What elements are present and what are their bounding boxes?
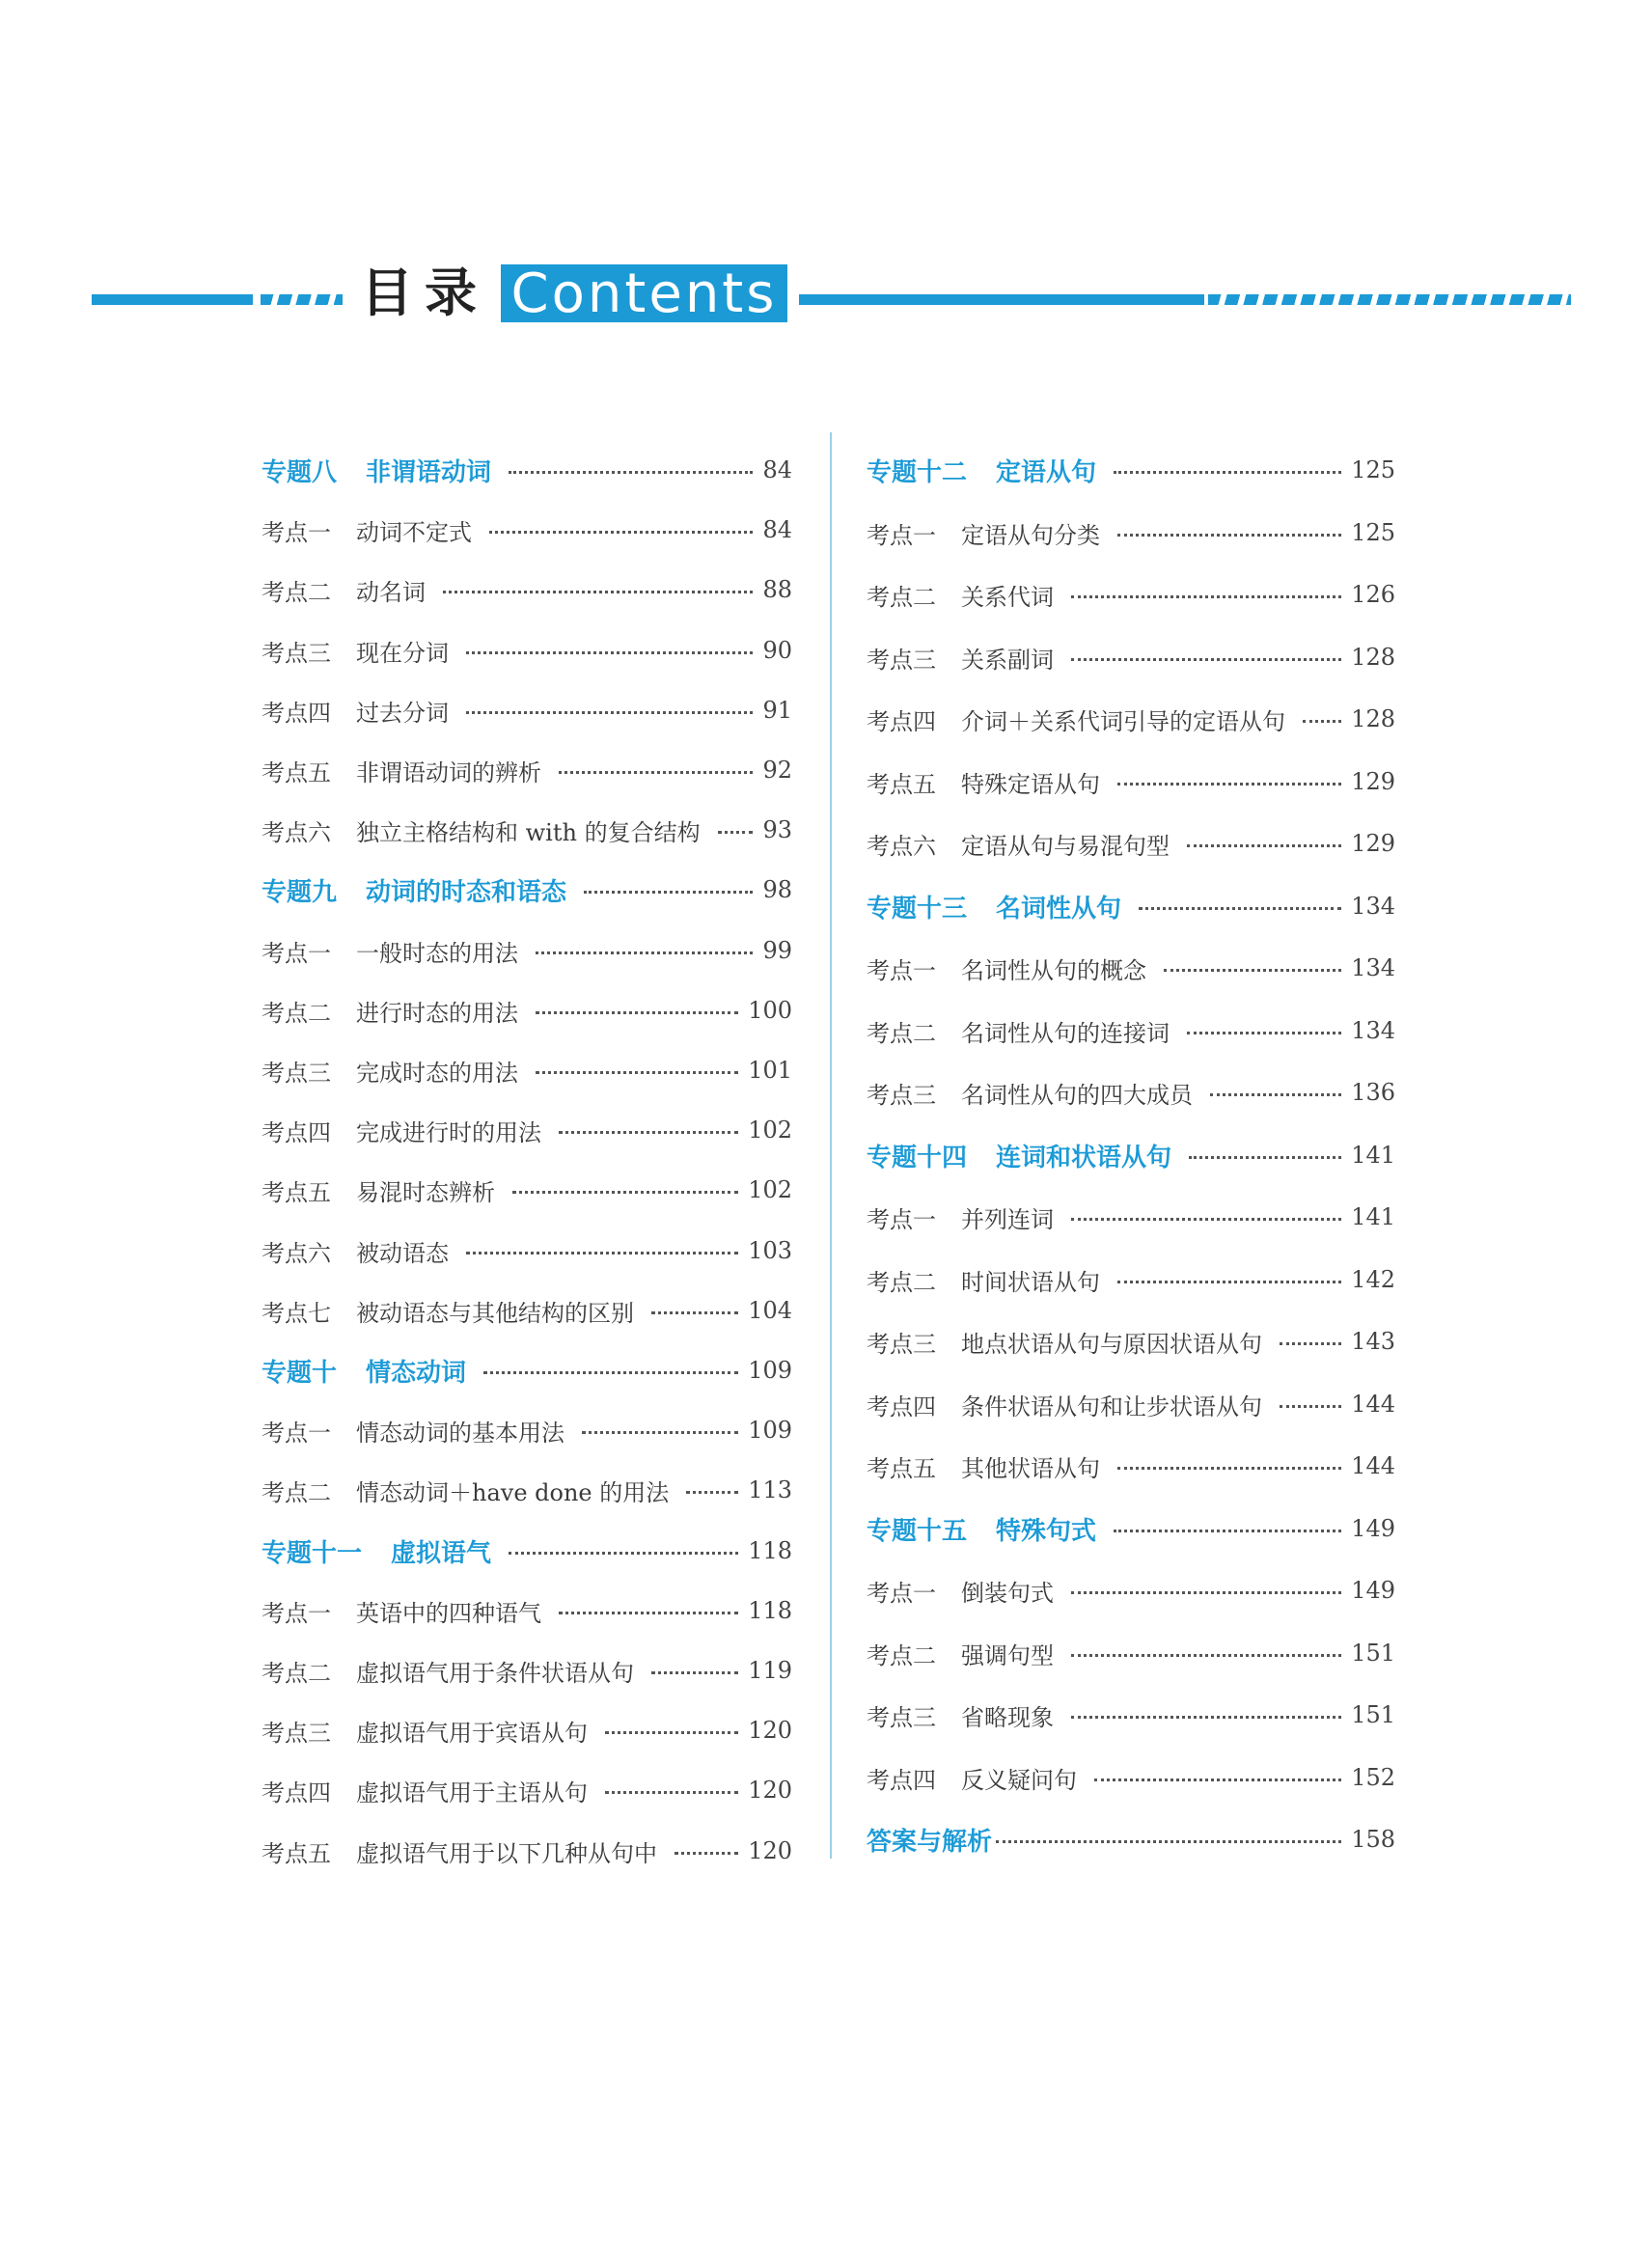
toc-topic-entry[interactable] <box>262 1534 792 1567</box>
page-number: 134 <box>1351 1017 1395 1044</box>
page-number: 151 <box>1351 1640 1395 1667</box>
dot-leader <box>536 1071 738 1074</box>
point-number: 考点五 <box>867 1454 936 1482</box>
point-title: 地点状语从句与原因状语从句 <box>961 1330 1262 1358</box>
entry-label <box>262 1834 665 1868</box>
dot-leader <box>1071 658 1341 661</box>
point-title: 动词不定式 <box>356 518 472 546</box>
page-number: 102 <box>748 1176 792 1203</box>
toc-point-entry[interactable] <box>867 1574 1395 1607</box>
page-number: 149 <box>1351 1577 1395 1604</box>
dot-leader <box>651 1671 738 1674</box>
entry-label <box>262 1714 595 1748</box>
toc-point-entry[interactable] <box>262 1234 792 1267</box>
point-title: 现在分词 <box>356 639 449 667</box>
point-number: 考点二 <box>262 999 331 1027</box>
dot-leader <box>1071 1654 1341 1657</box>
toc-point-entry[interactable] <box>262 1834 792 1867</box>
page-number: 100 <box>748 997 792 1024</box>
page-number: 151 <box>1351 1701 1395 1728</box>
toc-point-entry[interactable] <box>262 1114 792 1146</box>
dot-leader <box>512 1191 738 1194</box>
entry-label <box>262 1173 503 1207</box>
page-number: 102 <box>748 1117 792 1144</box>
entry-label <box>867 1511 1104 1547</box>
header-line-right <box>799 294 1204 305</box>
page-number: 129 <box>1351 830 1395 857</box>
entry-label <box>262 1353 474 1389</box>
topic-number: 专题十一 <box>262 1538 363 1568</box>
toc-point-entry[interactable] <box>262 1173 792 1206</box>
entry-label <box>867 827 1177 861</box>
page-number: 84 <box>762 516 792 543</box>
page-number: 99 <box>762 937 792 964</box>
point-number: 考点四 <box>262 1778 331 1806</box>
entry-label <box>262 754 549 787</box>
point-number: 考点三 <box>262 1719 331 1747</box>
point-title: 进行时态的用法 <box>356 999 518 1027</box>
entry-label <box>867 1574 1061 1608</box>
topic-number: 专题八 <box>262 457 338 487</box>
page-number: 104 <box>748 1297 792 1324</box>
entry-label <box>262 1414 572 1448</box>
entry-label <box>262 453 499 488</box>
toc-point-entry[interactable] <box>867 765 1395 798</box>
dot-leader <box>1071 1591 1341 1594</box>
point-number: 考点一 <box>867 956 936 984</box>
toc-point-entry[interactable] <box>262 573 792 606</box>
topic-title: 特殊句式 <box>996 1516 1097 1546</box>
point-number: 考点三 <box>262 639 331 667</box>
entry-label <box>867 1076 1200 1110</box>
page-number: 90 <box>762 637 792 664</box>
dot-leader <box>675 1852 738 1855</box>
toc-point-entry[interactable] <box>867 1761 1395 1794</box>
point-number: 考点一 <box>262 1599 331 1627</box>
point-number: 考点二 <box>867 1019 936 1047</box>
toc-topic-entry[interactable] <box>867 454 1395 486</box>
point-title: 介词＋关系代词引导的定语从句 <box>961 707 1285 735</box>
dot-leader <box>582 1431 738 1434</box>
point-number: 考点二 <box>262 1659 331 1687</box>
toc-point-entry[interactable] <box>867 1014 1395 1047</box>
point-title: 名词性从句的连接词 <box>961 1019 1170 1047</box>
dot-leader <box>584 891 753 894</box>
topic-number: 专题十四 <box>867 1143 968 1172</box>
page-number: 125 <box>1351 519 1395 546</box>
header-line-left <box>92 294 253 305</box>
point-number: 考点四 <box>262 1118 331 1146</box>
toc-point-entry[interactable] <box>867 827 1395 860</box>
dot-leader <box>605 1791 738 1794</box>
page-title-english: Contents <box>501 264 787 322</box>
entry-label <box>262 573 433 607</box>
page-number: 98 <box>762 876 792 903</box>
entry-label <box>867 1637 1061 1670</box>
point-title: 关系副词 <box>961 646 1054 674</box>
dot-leader <box>1114 1530 1341 1532</box>
point-title: 独立主格结构和 with 的复合结构 <box>356 818 701 846</box>
point-number: 考点一 <box>262 939 331 967</box>
point-title: 强调句型 <box>961 1641 1054 1669</box>
point-number: 考点五 <box>262 1178 331 1206</box>
point-title: 名词性从句的四大成员 <box>961 1081 1193 1109</box>
dot-leader <box>1210 1093 1341 1096</box>
point-number: 考点五 <box>262 1839 331 1867</box>
point-number: 考点一 <box>867 1205 936 1233</box>
entry-label <box>262 872 574 908</box>
page-number: 149 <box>1351 1515 1395 1542</box>
toc-point-entry[interactable] <box>867 1076 1395 1109</box>
toc-point-entry[interactable] <box>867 1637 1395 1669</box>
entry-label <box>262 1054 526 1088</box>
toc-point-entry[interactable] <box>262 1594 792 1627</box>
entry-label <box>262 1294 642 1328</box>
dot-leader <box>483 1371 738 1374</box>
header-dashes-right <box>1208 294 1571 305</box>
page-number: 120 <box>748 1837 792 1864</box>
dot-leader <box>1303 720 1341 723</box>
toc-topic-entry[interactable] <box>867 1139 1395 1172</box>
point-number: 考点五 <box>867 770 936 798</box>
entry-label <box>867 578 1061 612</box>
toc-point-entry[interactable] <box>867 1388 1395 1420</box>
page-number: 134 <box>1351 893 1395 920</box>
point-title: 时间状语从句 <box>961 1268 1100 1296</box>
point-number: 考点二 <box>262 1478 331 1506</box>
dot-leader <box>1117 783 1341 786</box>
toc-topic-entry[interactable] <box>867 1823 1395 1856</box>
dot-leader <box>1094 1778 1341 1781</box>
point-number: 考点三 <box>262 1059 331 1087</box>
column-divider <box>830 432 832 1859</box>
topic-number: 专题十 <box>262 1358 338 1388</box>
page-number: 118 <box>748 1537 792 1564</box>
toc-topic-entry[interactable] <box>867 1512 1395 1545</box>
entry-label <box>867 889 1129 924</box>
topic-title: 情态动词 <box>366 1358 467 1388</box>
dot-leader <box>651 1311 738 1314</box>
page-number: 128 <box>1351 644 1395 671</box>
point-number: 考点四 <box>867 707 936 735</box>
page-number: 109 <box>748 1357 792 1384</box>
dot-leader <box>1071 595 1341 598</box>
entry-label <box>867 453 1104 488</box>
dot-leader <box>466 1252 738 1255</box>
point-title: 英语中的四种语气 <box>356 1599 541 1627</box>
entry-label <box>262 694 456 728</box>
point-title: 完成进行时的用法 <box>356 1118 541 1146</box>
entry-label <box>262 813 708 847</box>
page-number: 84 <box>762 456 792 483</box>
entry-label <box>867 516 1108 550</box>
point-number: 考点一 <box>867 521 936 549</box>
dot-leader <box>718 831 754 834</box>
page-number: 103 <box>748 1237 792 1264</box>
point-number: 考点四 <box>867 1766 936 1794</box>
point-number: 考点一 <box>262 518 331 546</box>
dot-leader <box>1280 1405 1341 1408</box>
toc-point-entry[interactable] <box>867 578 1395 611</box>
point-title: 倒装句式 <box>961 1579 1054 1607</box>
point-number: 考点二 <box>262 578 331 606</box>
dot-leader <box>605 1731 738 1734</box>
dot-leader <box>536 951 753 954</box>
page-number: 143 <box>1351 1328 1395 1355</box>
dot-leader <box>1114 471 1341 474</box>
point-number: 考点三 <box>867 1081 936 1109</box>
dot-leader <box>1071 1218 1341 1221</box>
dot-leader <box>559 1612 738 1614</box>
dot-leader <box>1164 969 1341 972</box>
toc-point-entry[interactable] <box>867 1698 1395 1731</box>
point-title: 名词性从句的概念 <box>961 956 1146 984</box>
toc-topic-entry[interactable] <box>262 1354 792 1387</box>
page-number: 113 <box>748 1476 792 1503</box>
point-number: 考点三 <box>867 646 936 674</box>
entry-label <box>867 1449 1108 1483</box>
header-dashes-left <box>261 294 343 305</box>
toc-point-entry[interactable] <box>262 1714 792 1747</box>
entry-label <box>867 1822 992 1858</box>
toc-point-entry[interactable] <box>262 1054 792 1087</box>
dot-leader <box>443 591 753 593</box>
point-title: 特殊定语从句 <box>961 770 1100 798</box>
dot-leader <box>1189 1156 1341 1159</box>
topic-title: 动词的时态和语态 <box>366 877 567 907</box>
topic-title: 非谓语动词 <box>366 457 492 487</box>
point-title: 一般时态的用法 <box>356 939 518 967</box>
point-title: 非谓语动词的辨析 <box>356 758 541 786</box>
page-number: 134 <box>1351 954 1395 981</box>
entry-label <box>262 1774 595 1807</box>
point-number: 考点四 <box>867 1392 936 1420</box>
entry-label <box>867 1014 1177 1048</box>
toc-point-entry[interactable] <box>262 1414 792 1447</box>
point-number: 考点七 <box>262 1299 331 1327</box>
page-number: 120 <box>748 1717 792 1744</box>
page-number: 91 <box>762 697 792 724</box>
point-title: 虚拟语气用于主语从句 <box>356 1778 588 1806</box>
topic-title: 虚拟语气 <box>391 1538 492 1568</box>
topic-number: 答案与解析 <box>867 1827 993 1857</box>
point-number: 考点二 <box>867 583 936 611</box>
point-title: 虚拟语气用于条件状语从句 <box>356 1659 634 1687</box>
point-title: 其他状语从句 <box>961 1454 1100 1482</box>
toc-point-entry[interactable] <box>867 703 1395 735</box>
topic-title: 定语从句 <box>996 457 1097 487</box>
dot-leader <box>559 771 753 774</box>
page-number: 109 <box>748 1417 792 1444</box>
entry-label <box>262 513 480 547</box>
page-number: 144 <box>1351 1452 1395 1479</box>
page-number: 119 <box>748 1657 792 1684</box>
topic-number: 专题十三 <box>867 894 968 924</box>
point-title: 被动语态 <box>356 1239 449 1267</box>
topic-number: 专题九 <box>262 877 338 907</box>
topic-title: 连词和状语从句 <box>996 1143 1172 1172</box>
entry-label <box>867 1263 1108 1297</box>
point-number: 考点一 <box>262 1419 331 1447</box>
point-number: 考点三 <box>867 1703 936 1731</box>
entry-label <box>867 641 1061 675</box>
entry-label <box>262 934 526 968</box>
entry-label <box>867 703 1293 736</box>
point-number: 考点三 <box>867 1330 936 1358</box>
entry-label <box>262 1114 549 1147</box>
toc-point-entry[interactable] <box>867 1263 1395 1296</box>
point-title: 过去分词 <box>356 699 449 727</box>
toc-point-entry[interactable] <box>262 1774 792 1806</box>
point-title: 易混时态辨析 <box>356 1178 495 1206</box>
point-number: 考点五 <box>262 758 331 786</box>
dot-leader <box>466 651 753 654</box>
point-title: 动名词 <box>356 578 426 606</box>
toc-topic-entry[interactable] <box>867 890 1395 923</box>
toc-point-entry[interactable] <box>867 641 1395 674</box>
page-number: 126 <box>1351 581 1395 608</box>
page-number: 141 <box>1351 1203 1395 1230</box>
dot-leader <box>1071 1716 1341 1719</box>
entry-label <box>867 1138 1179 1173</box>
toc-point-entry[interactable] <box>262 934 792 967</box>
page-number: 120 <box>748 1777 792 1804</box>
entry-label <box>262 1654 642 1688</box>
page-number: 129 <box>1351 768 1395 795</box>
page-number: 101 <box>748 1057 792 1084</box>
point-title: 条件状语从句和让步状语从句 <box>961 1392 1262 1420</box>
toc-point-entry[interactable] <box>867 1325 1395 1358</box>
toc-point-entry[interactable] <box>867 1449 1395 1482</box>
toc-point-entry[interactable] <box>262 1654 792 1687</box>
toc-point-entry[interactable] <box>262 994 792 1027</box>
toc-point-entry[interactable] <box>262 1474 792 1506</box>
page-number: 93 <box>762 816 792 843</box>
toc-point-entry[interactable] <box>262 754 792 786</box>
entry-label <box>867 1325 1270 1359</box>
entry-label <box>867 1698 1061 1732</box>
point-number: 考点六 <box>262 1239 331 1267</box>
dot-leader <box>559 1131 738 1134</box>
entry-label <box>867 1200 1061 1234</box>
toc-point-entry[interactable] <box>262 513 792 546</box>
point-title: 并列连词 <box>961 1205 1054 1233</box>
point-number: 考点一 <box>867 1579 936 1607</box>
dot-leader <box>1187 844 1341 847</box>
point-title: 完成时态的用法 <box>356 1059 518 1087</box>
entry-label <box>867 951 1154 985</box>
dot-leader <box>996 1840 1341 1843</box>
point-number: 考点二 <box>867 1641 936 1669</box>
dot-leader <box>1117 1467 1341 1470</box>
topic-title: 名词性从句 <box>996 894 1122 924</box>
point-title: 定语从句分类 <box>961 521 1100 549</box>
toc-topic-entry[interactable] <box>262 873 792 906</box>
toc-point-entry[interactable] <box>867 1200 1395 1233</box>
dot-leader <box>489 531 753 534</box>
toc-topic-entry[interactable] <box>262 454 792 486</box>
dot-leader <box>536 1011 738 1014</box>
entry-label <box>262 1594 549 1628</box>
dot-leader <box>686 1491 738 1494</box>
topic-number: 专题十五 <box>867 1516 968 1546</box>
dot-leader <box>1187 1032 1341 1034</box>
point-number: 考点六 <box>262 818 331 846</box>
point-title: 反义疑问句 <box>961 1766 1077 1794</box>
point-title: 省略现象 <box>961 1703 1054 1731</box>
page-number: 142 <box>1351 1266 1395 1293</box>
page-number: 144 <box>1351 1391 1395 1418</box>
entry-label <box>867 1761 1085 1795</box>
point-title: 情态动词＋have done 的用法 <box>356 1478 670 1506</box>
topic-number: 专题十二 <box>867 457 968 487</box>
dot-leader <box>509 1552 738 1555</box>
point-title: 定语从句与易混句型 <box>961 832 1170 860</box>
page-number: 92 <box>762 757 792 784</box>
dot-leader <box>1139 907 1341 910</box>
page-number: 158 <box>1351 1826 1395 1853</box>
dot-leader <box>509 471 753 474</box>
page-number: 125 <box>1351 456 1395 483</box>
dot-leader <box>1117 534 1341 537</box>
page-number: 128 <box>1351 705 1395 732</box>
point-number: 考点四 <box>262 699 331 727</box>
entry-label <box>262 634 456 668</box>
page-number: 88 <box>762 576 792 603</box>
toc-point-entry[interactable] <box>262 694 792 727</box>
entry-label <box>262 994 526 1028</box>
entry-label <box>262 1234 456 1268</box>
point-title: 虚拟语气用于以下几种从句中 <box>356 1839 657 1867</box>
point-title: 被动语态与其他结构的区别 <box>356 1299 634 1327</box>
dot-leader <box>466 711 753 714</box>
point-number: 考点二 <box>867 1268 936 1296</box>
page-title-chinese: 目录 <box>361 262 488 323</box>
toc-point-entry[interactable] <box>262 1294 792 1327</box>
entry-label <box>867 765 1108 799</box>
dot-leader <box>1117 1281 1341 1283</box>
page-number: 118 <box>748 1597 792 1624</box>
entry-label <box>262 1533 499 1569</box>
point-number: 考点六 <box>867 832 936 860</box>
entry-label <box>262 1474 676 1507</box>
page-number: 136 <box>1351 1079 1395 1106</box>
toc-point-entry[interactable] <box>262 813 792 846</box>
page-number: 141 <box>1351 1142 1395 1169</box>
toc-point-entry[interactable] <box>262 634 792 667</box>
page-number: 152 <box>1351 1764 1395 1791</box>
toc-point-entry[interactable] <box>867 516 1395 549</box>
toc-point-entry[interactable] <box>867 951 1395 984</box>
entry-label <box>867 1388 1270 1421</box>
point-title: 关系代词 <box>961 583 1054 611</box>
point-title: 虚拟语气用于宾语从句 <box>356 1719 588 1747</box>
point-title: 情态动词的基本用法 <box>356 1419 564 1447</box>
dot-leader <box>1280 1342 1341 1345</box>
